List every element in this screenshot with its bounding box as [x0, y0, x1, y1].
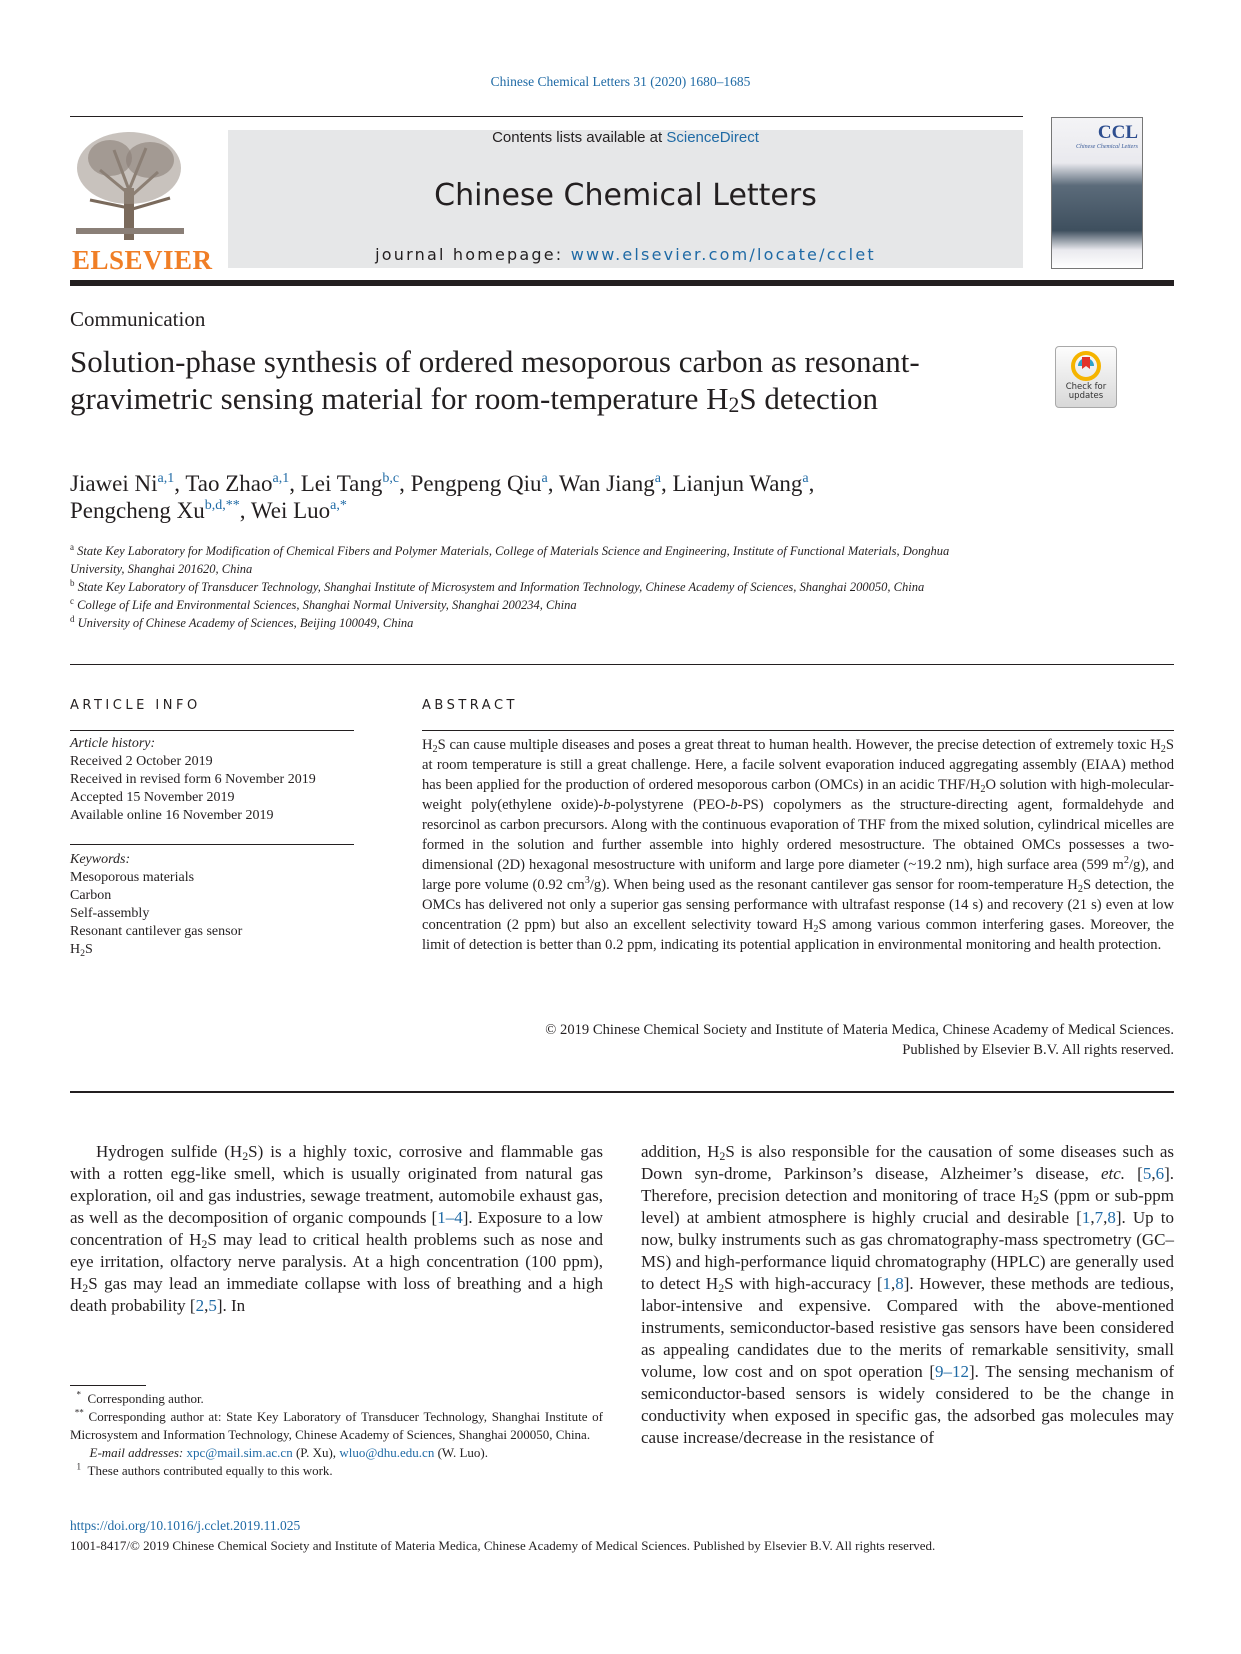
keyword: Self-assembly [70, 906, 150, 921]
reference-link[interactable]: 8 [1107, 1208, 1116, 1227]
body-paragraph: Hydrogen sulfide $(H_2S)$ is a highly toxic, corrosive and flammable gas with a rotten egg-like smell, which is usually originated from natural gas exploration, oil and gas industries, sewage treatment, automobile exhaust gas, as well as the decomposition of organic compounds [1–4]. Exposure to a low concentration of $H_2S$ may lead to critical health problems such as nose and eye irritation, olfactory nerve paralysis. At a high concentration (100 ppm), $H_2S$ gas may lead an immediate collapse with loss of breathing and a high death probability [2,5]. In [70, 1142, 603, 1315]
footnote-corresponding: * Corresponding author. [76, 1389, 204, 1406]
email-link[interactable]: wluo@dhu.edu.cn [339, 1445, 435, 1460]
elsevier-tree-logo [70, 128, 190, 243]
journal-reference[interactable]: Chinese Chemical Letters 31 (2020) 1680–1685 [490, 74, 751, 89]
abstract-copyright: © 2019 Chinese Chemical Society and Institute of Materia Medica, Chinese Academy of Medical Sciences. Published by Elsevier B.V. All rights reserved. [545, 1022, 1174, 1058]
footnote-emails: E-mail addresses: xpc@mail.sim.ac.cn (P. Xu), wluo@dhu.edu.cn (W. Luo). [89, 1445, 489, 1460]
author: Wei Luo$^{a,*}$ [250, 498, 347, 523]
reference-link[interactable]: 5 [208, 1296, 217, 1315]
reference-link[interactable]: 2 [195, 1296, 205, 1315]
article-title: Solution-phase synthesis of ordered mesoporous carbon as resonant-gravimetric sensing material for room-temperature $H_2S$ detection [70, 344, 920, 417]
history-item: Received 2 October 2019 [70, 754, 213, 769]
reference-link[interactable]: 5 [1142, 1164, 1152, 1183]
section-rule [70, 664, 1174, 665]
header-thick-rule [70, 280, 1174, 286]
history-item: Accepted 15 November 2019 [70, 790, 235, 805]
doi-link[interactable]: https://doi.org/10.1016/j.cclet.2019.11.025 [70, 1518, 301, 1533]
email-link[interactable]: xpc@mail.sim.ac.cn [186, 1445, 293, 1460]
author: Pengcheng Xu$^{b,d,**}$, [70, 498, 251, 523]
homepage-link[interactable]: www.elsevier.com/locate/cclet [570, 245, 876, 264]
abstract-text: $H_2S$ can cause multiple diseases and poses a great threat to human health. However, the precise detection of extremely toxic $H_2S$ at room temperature is still a great challenge. Here, a facile solvent evaporation induced aggregating assembly (EIAA) method has been applied for the production of ordered mesoporous carbon (OMCs) in an acidic THF/$H_2O$ solution with high-molecular-weight poly(ethylene oxide)-b-polystyrene (PEO-b-PS) copolymers as the structure-directing agent, formaldehyde and resorcinol as carbon precursors. Along with the continuous evaporation of THF from the mixed solution, cylindrical micelles are formed in the solution and further assemble into highly ordered mesostructure. The obtained OMCs possesses a two-dimensional (2D) hexagonal mesostructure with uniform and large pore diameter (~19.2 nm), high surface area (599 $m^2/g$), and large pore volume (0.92 $cm^3/g$). When being used as the resonant cantilever gas sensor for room-temperature $H_2S$ detection, the OMCs has delivered not only a superior gas sensing performance with ultrafast response (14 s) and recovery (21 s) even at low concentration (2 ppm) but also an excellent selectivity toward $H_2S$ among various common interfering gases. Moreover, the limit of detection is better than 0.2 ppm, indicating its potential application in environmental monitoring and health protection. [422, 737, 1174, 953]
body-paragraph: addition, $H_2S$ is also responsible for the causation of some diseases such as Down syn-drome, Parkinson’s disease, Alzheimer’s disease, etc. [5,6]. Therefore, precision detection and monitoring of trace $H_2S$ (ppm or sub-ppm level) at ambient atmosphere is highly crucial and desirable [1,7,8]. Up to now, bulky instruments such as gas chromatography-mass spectrometry (GC–MS) and high-performance liquid chromatography (HPLC) are generally used to detect $H_2S$ with high-accuracy [1,8]. However, these methods are tedious, labor-intensive and expensive. Compared with the above-mentioned instruments, semiconductor-based resistive gas sensors have been considered as appealing candidates due to the merits of remarkable sensitivity, small volume, low cost and on spot operation [9–12]. The sensing mechanism of semiconductor-based sensors is widely considered to be the change in conductivity when exposed in specific gas, the adsorbed gas molecules may cause increase/decrease in the resistance of [641, 1142, 1175, 1447]
affiliation: $^b$ State Key Laboratory of Transducer Technology, Shanghai Institute of Microsystem and Information Technology, Chinese Academy of Sciences, Shanghai 200050, China [70, 577, 925, 594]
reference-link[interactable]: 6 [1155, 1164, 1165, 1183]
abstract-end-rule [70, 1091, 1174, 1093]
article-type: Communication [70, 307, 206, 331]
author: Pengpeng Qiu$^a$, [410, 471, 559, 496]
reference-link[interactable]: 1 [1081, 1208, 1091, 1227]
journal-homepage: journal homepage: www.elsevier.com/locate/cclet [375, 245, 876, 264]
reference-link[interactable]: 1 [882, 1274, 891, 1293]
issn-copyright: 1001-8417/© 2019 Chinese Chemical Society and Institute of Materia Medica, Chinese Academy of Medical Sciences. Published by Elsevier B.V. All rights reserved. [70, 1538, 936, 1553]
body-right-column [641, 1141, 1174, 1449]
affiliation: $^c$ College of Life and Environmental Sciences, Shanghai Normal University, Shanghai 200234, China [70, 595, 577, 612]
reference-link[interactable]: 1–4 [437, 1208, 463, 1227]
keyword: Mesoporous materials [70, 870, 195, 885]
reference-link[interactable]: 7 [1094, 1208, 1104, 1227]
keyword: $H_2S$ [70, 942, 93, 959]
abstract-rule [422, 730, 1174, 731]
article-info-rule [70, 730, 354, 731]
doi-link-container [70, 1518, 300, 1534]
journal-title: Chinese Chemical Letters [434, 178, 817, 213]
affiliations [70, 542, 1000, 632]
elsevier-wordmark: ELSEVIER [72, 245, 213, 275]
history-label: Article history: [70, 736, 156, 751]
author-list [70, 470, 970, 524]
footnote-rule [70, 1385, 146, 1386]
footnotes [70, 1390, 603, 1480]
badge-label: Check for updates [1065, 382, 1107, 401]
abstract-heading: ABSTRACT [422, 698, 518, 713]
history-item: Available online 16 November 2019 [70, 808, 274, 823]
history-item: Received in revised form 6 November 2019 [70, 772, 316, 787]
footnote-equal-contribution: $^1$ These authors contributed equally to this work. [76, 1461, 333, 1478]
affiliation: $^d$ University of Chinese Academy of Sciences, Beijing 100049, China [70, 613, 414, 630]
footnote-corresponding-2: ** Corresponding author at: State Key Laboratory of Transducer Technology, Shanghai Institute of Microsystem and Information Technology, Chinese Academy of Sciences, Shanghai 200050, China. [70, 1407, 604, 1442]
reference-link[interactable]: 8 [895, 1274, 904, 1293]
header-rule [70, 116, 1023, 117]
cover-title: CCL [1097, 122, 1138, 143]
author: Lei Tang$^{b,c}$, [300, 471, 411, 496]
cover-subtitle: Chinese Chemical Letters [1076, 144, 1138, 150]
author: Lianjun Wang$^a$, [672, 471, 815, 496]
author: Tao Zhao$^{a,1}$, [185, 471, 301, 496]
keywords [70, 851, 242, 959]
sciencedirect-link[interactable]: ScienceDirect [666, 129, 759, 146]
article-info-heading: ARTICLE INFO [70, 698, 201, 713]
author: Jiawei Ni$^{a,1}$, [70, 471, 186, 496]
keywords-rule [70, 844, 354, 845]
reference-link[interactable]: 9–12 [935, 1362, 970, 1381]
check-for-updates-badge[interactable] [1055, 346, 1117, 408]
article-history [70, 735, 316, 825]
affiliation: $^a$ State Key Laboratory for Modification of Chemical Fibers and Polymer Materials, College of Materials Science and Engineering, Institute of Functional Materials, Donghua University, Shanghai 201620, China [70, 541, 950, 576]
keywords-label: Keywords: [70, 852, 131, 867]
body-left-column [70, 1141, 603, 1317]
bookmark-icon [1071, 351, 1101, 381]
author: Wan Jiang$^a$, [558, 471, 673, 496]
keyword: Carbon [70, 888, 112, 903]
keyword: Resonant cantilever gas sensor [70, 924, 243, 939]
journal-cover-image[interactable] [1051, 117, 1143, 269]
contents-line: Contents lists available at ScienceDirect [492, 129, 759, 146]
